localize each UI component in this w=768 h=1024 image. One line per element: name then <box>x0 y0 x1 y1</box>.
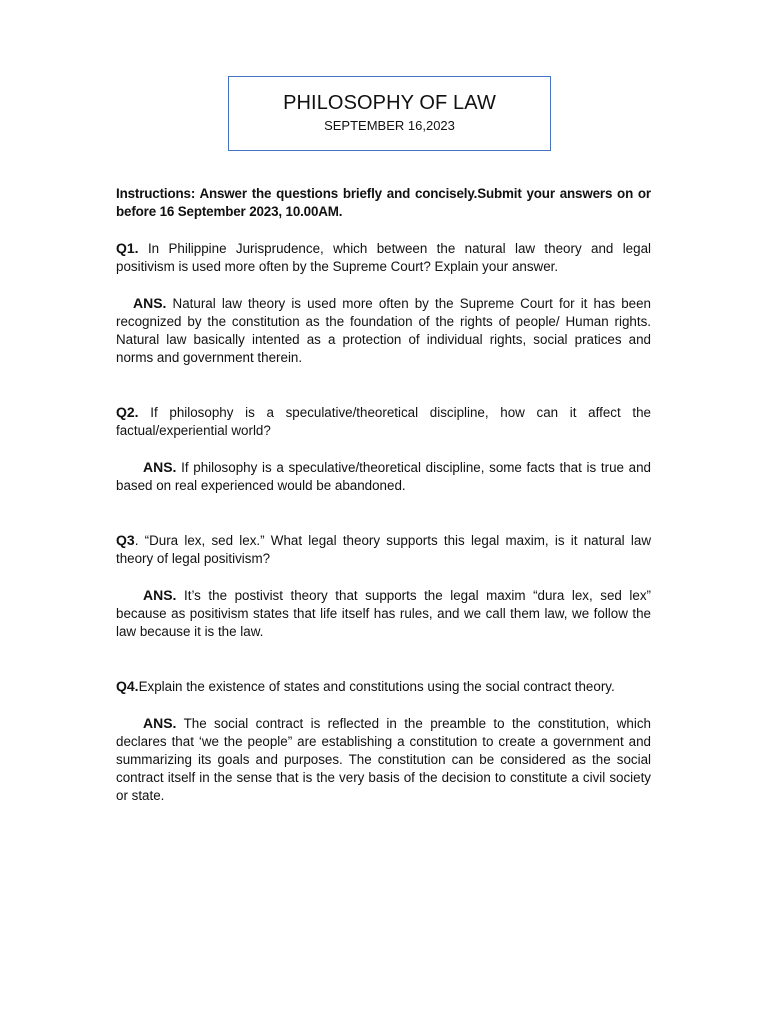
document-date: SEPTEMBER 16,2023 <box>324 118 455 133</box>
document-title: PHILOSOPHY OF LAW <box>283 92 496 114</box>
answer-1 <box>116 294 651 367</box>
answer-2-label: ANS. <box>143 459 177 475</box>
answer-3-indent <box>116 588 143 603</box>
question-4-text: Explain the existence of states and constitutions using the social contract theory. <box>138 679 615 694</box>
answer-4-indent <box>116 716 143 731</box>
instructions: Instructions: Answer the questions briefly and concisely.Submit your answers on or before 16 September 2023, 10.00AM. <box>116 186 651 219</box>
answer-4-label: ANS. <box>143 715 177 731</box>
question-1-text: In Philippine Jurisprudence, which between the natural law theory and legal positivism is used more often by the Supreme Court? Explain your answer. <box>116 241 651 274</box>
question-2 <box>116 403 651 440</box>
answer-1-indent <box>116 296 133 311</box>
answer-3-text: It’s the postivist theory that supports the legal maxim “dura lex, sed lex” because as positivism states that life itself has rules, and we call them law, we follow the law because it is the law. <box>116 588 651 639</box>
answer-2-text: If philosophy is a speculative/theoretical discipline, some facts that is true and based on real experienced would be abandoned. <box>116 460 651 493</box>
question-1-label: Q1. <box>116 240 139 256</box>
answer-2 <box>116 458 651 495</box>
title-box <box>228 76 551 151</box>
question-1 <box>116 239 651 276</box>
question-4-label: Q4. <box>116 678 139 694</box>
answer-1-text: Natural law theory is used more often by the Supreme Court for it has been recognized by the constitution as the foundation of the rights of people/ Human rights. Natural law basically intented as a protection of individual rights, social pratices and norms and government therein. <box>116 296 651 365</box>
question-4 <box>116 677 651 696</box>
question-2-text: If philosophy is a speculative/theoretical discipline, how can it affect the factual/experiential world? <box>116 405 651 438</box>
answer-3-label: ANS. <box>143 587 177 603</box>
question-3-label: Q3 <box>116 532 135 548</box>
answer-3 <box>116 586 651 641</box>
question-3 <box>116 531 651 568</box>
answer-2-indent <box>116 460 143 475</box>
answer-4-text: The social contract is reflected in the preamble to the constitution, which declares that ‘we the people” are establishing a constitution to create a government and summarizing its goals and purposes. The constitution can be considered as the social contract itself in the sense that is the very basis of the decision to constitute a civil society or state. <box>116 716 651 803</box>
answer-4 <box>116 714 651 805</box>
document-body <box>116 185 651 805</box>
question-2-label: Q2. <box>116 404 139 420</box>
question-3-text: . “Dura lex, sed lex.” What legal theory supports this legal maxim, is it natural law theory of legal positivism? <box>116 533 651 566</box>
answer-1-label: ANS. <box>133 295 167 311</box>
